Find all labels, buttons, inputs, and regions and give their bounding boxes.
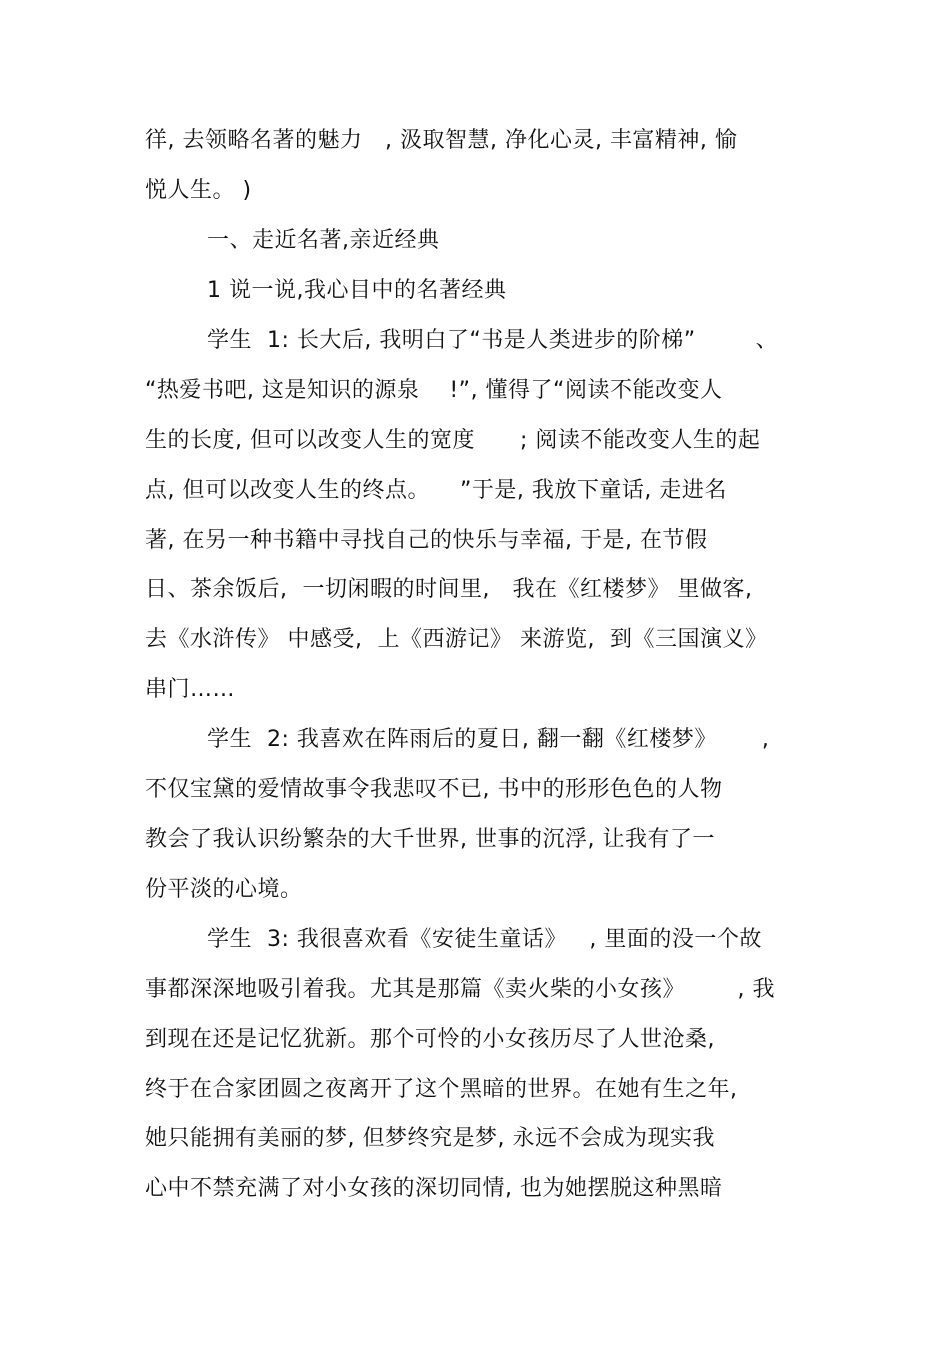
section-heading: 一、走近名著,亲近经典 bbox=[207, 228, 440, 253]
text-line: 她只能拥有美丽的梦, 但梦终究是梦, 永远不会成为现实我 bbox=[145, 1126, 715, 1151]
text-line: “热爱书吧, 这是知识的源泉 !”, 懂得了“阅读不能改变人 bbox=[145, 378, 723, 403]
text-line: 学生 2: 我喜欢在阵雨后的夏日, 翻一翻《红楼梦》 , bbox=[207, 727, 770, 752]
text-line: 到现在还是记忆犹新。那个可怜的小女孩历尽了人世沧桑, bbox=[145, 1027, 715, 1052]
text-line: 事都深深地吸引着我。尤其是那篇《卖火柴的小女孩》 , 我 bbox=[145, 977, 775, 1002]
text-line: 点, 但可以改变人生的终点。 ”于是, 我放下童话, 走进名 bbox=[145, 478, 727, 503]
text-line: 教会了我认识纷繁杂的大千世界, 世事的沉浮, 让我有了一 bbox=[145, 827, 715, 852]
text-line: 不仅宝黛的爱情故事令我悲叹不已, 书中的形形色色的人物 bbox=[145, 777, 723, 802]
text-line: 串门…… bbox=[145, 677, 236, 702]
text-line: 学生 3: 我很喜欢看《安徒生童话》 , 里面的没一个故 bbox=[207, 927, 762, 952]
text-line: 生的长度, 但可以改变人生的宽度 ; 阅读不能改变人生的起 bbox=[145, 428, 761, 453]
text-line: 学生 1: 长大后, 我明白了“书是人类进步的阶梯” 、 bbox=[207, 328, 779, 353]
text-line: 著, 在另一种书籍中寻找自己的快乐与幸福, 于是, 在节假 bbox=[145, 528, 708, 553]
text-line: 去《水浒传》 中感受, 上《西游记》 来游览, 到《三国演义》 bbox=[145, 627, 768, 652]
text-line: 心中不禁充满了对小女孩的深切同情, 也为她摆脱这种黑暗 bbox=[145, 1176, 723, 1201]
text-line: 徉, 去领略名著的魅力 , 汲取智慧, 净化心灵, 丰富精神, 愉 bbox=[145, 128, 738, 153]
subsection-heading: 1 说一说,我心目中的名著经典 bbox=[207, 278, 507, 303]
text-line: 份平淡的心境。 bbox=[145, 877, 303, 902]
text-line: 终于在合家团圆之夜离开了这个黑暗的世界。在她有生之年, bbox=[145, 1077, 738, 1102]
text-line: 日、茶余饭后, 一切闲暇的时间里, 我在《红楼梦》 里做客, bbox=[145, 577, 753, 602]
text-line: 悦人生。 ) bbox=[145, 178, 252, 203]
